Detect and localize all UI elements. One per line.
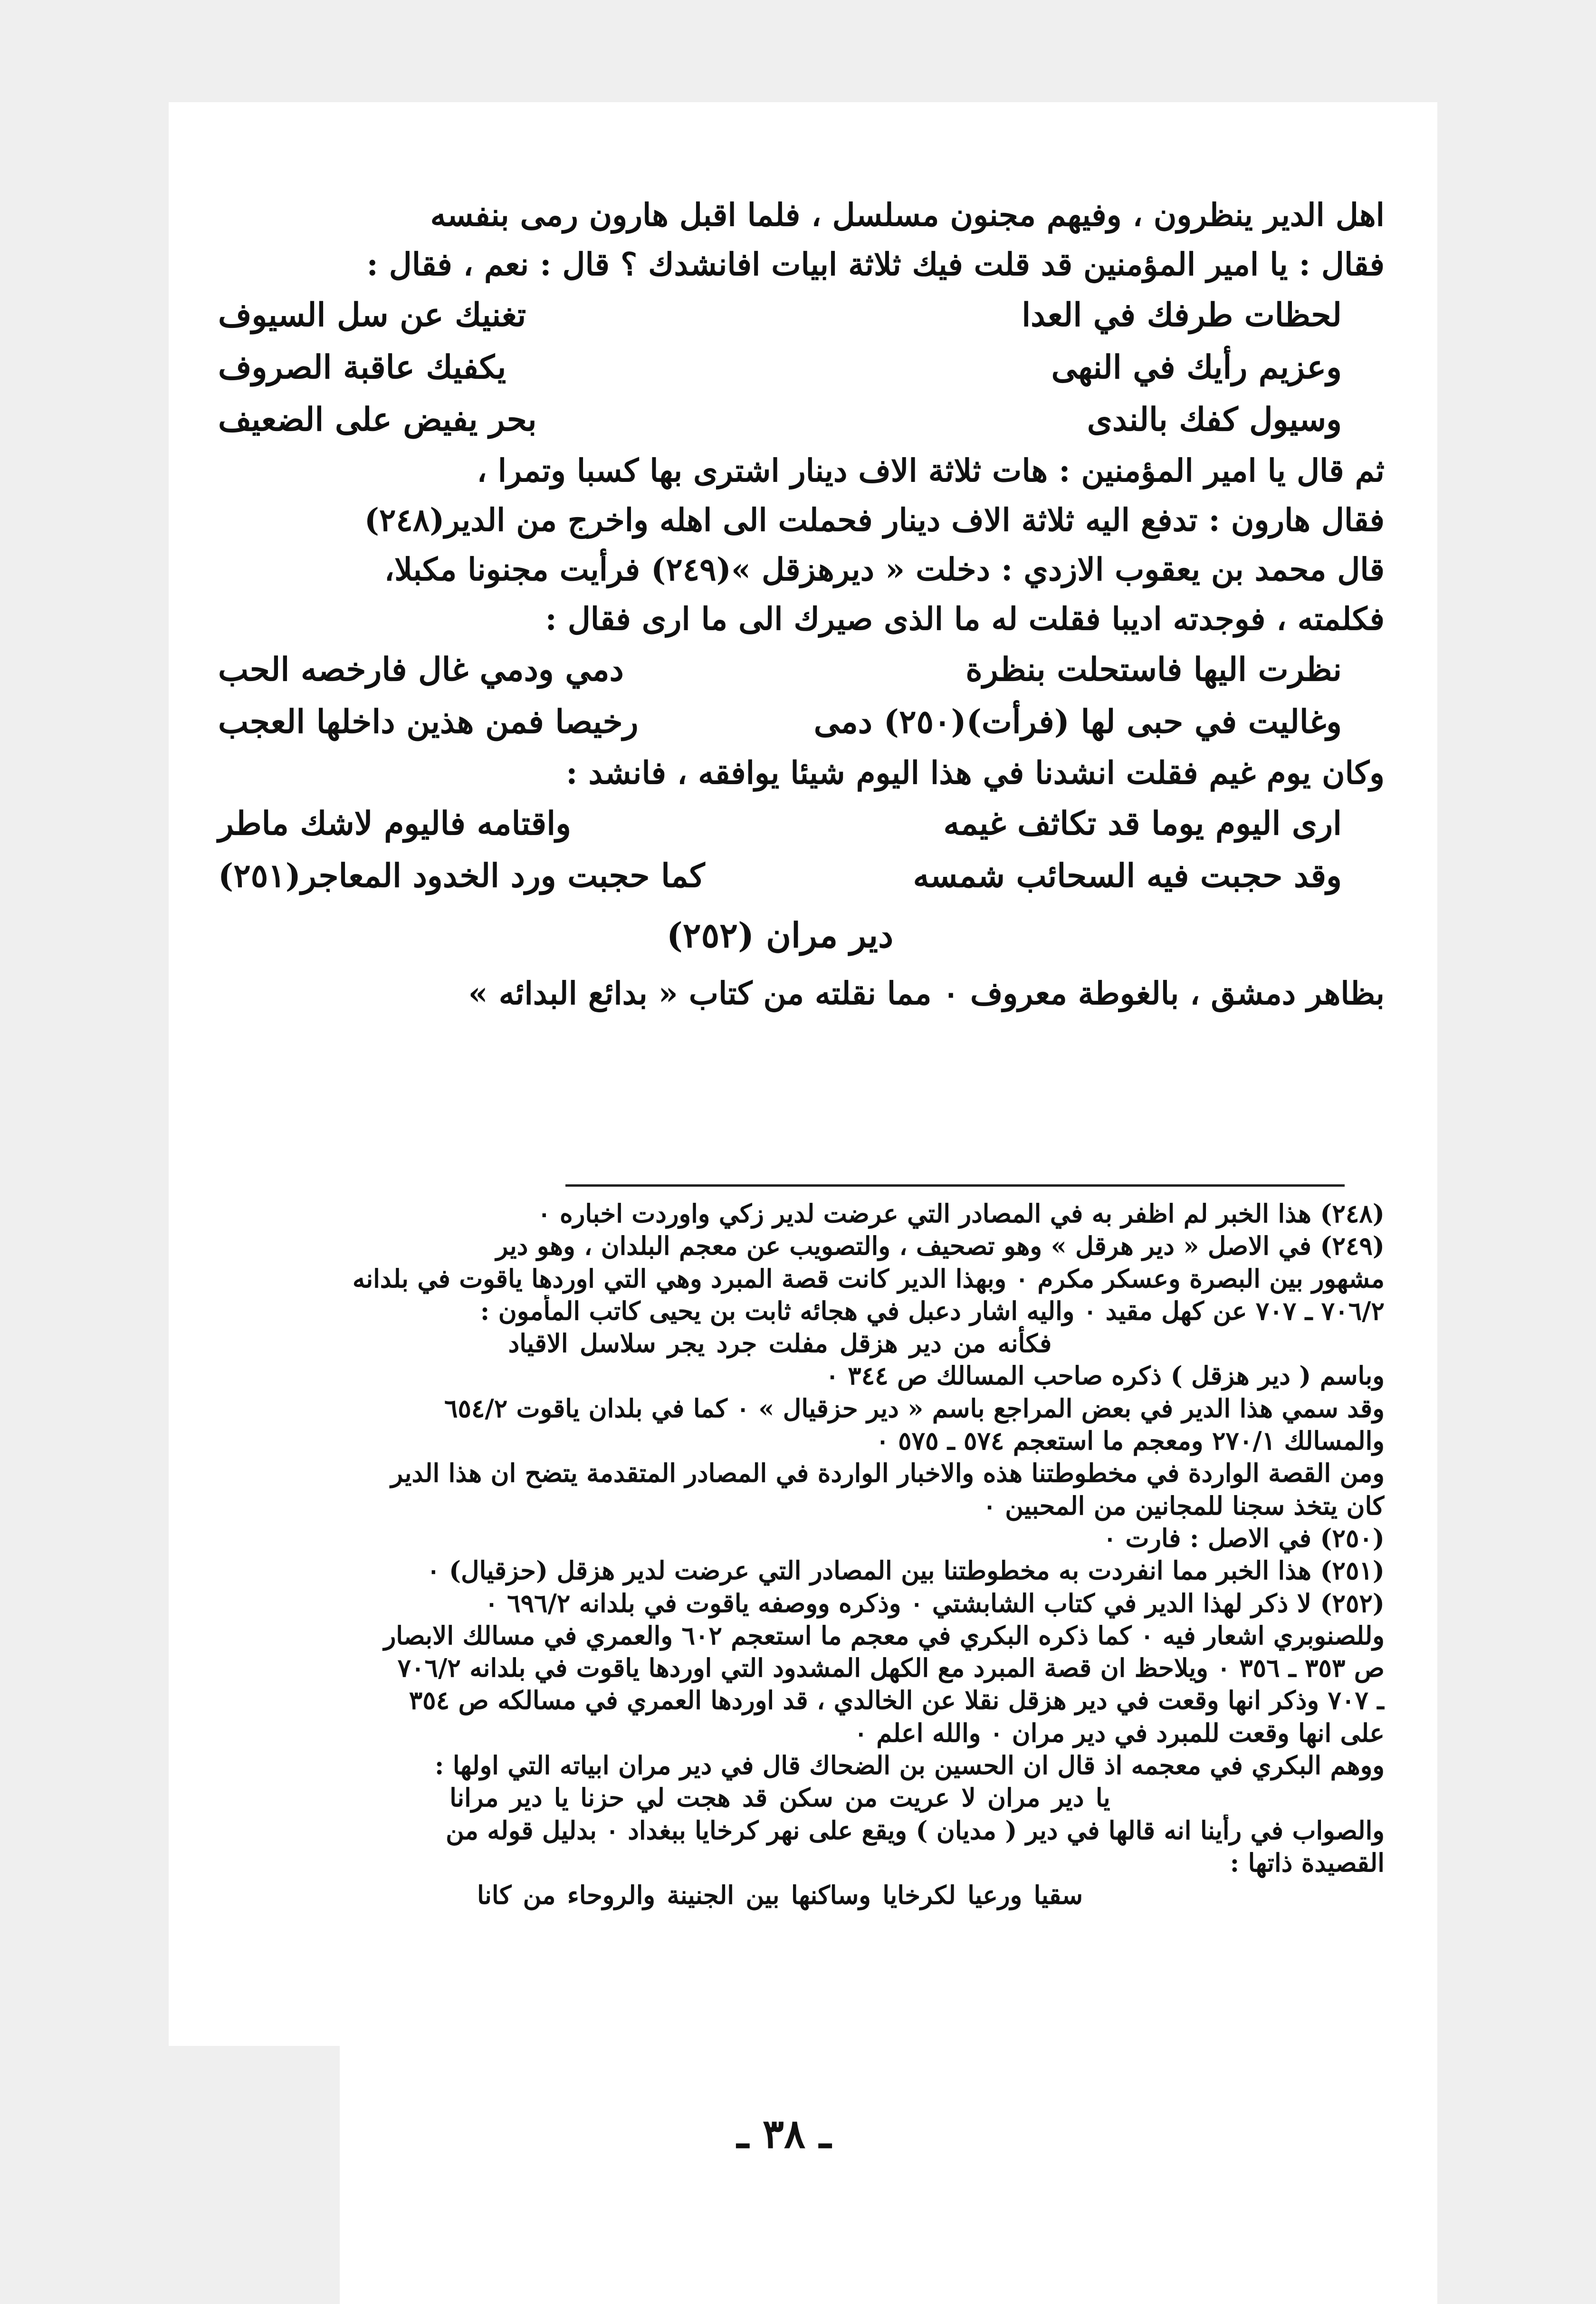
footnote-separator xyxy=(565,1184,1345,1187)
text-line: فقال : يا امير المؤمنين قد قلت فيك ثلاثة ابيات افانشدك ؟ قال : نعم ، فقال : xyxy=(366,246,1385,283)
poem-verse xyxy=(175,797,1385,850)
footnote-verse: سقيا ورعيا لكرخايا وساكنها بين الجنينة والروحاء من كانا xyxy=(477,1881,1083,1910)
footnote-line: وللصنوبري اشعار فيه ٠ كما ذكره البكري في معجم ما استعجم ٦٠٢ والعمري في مسالك الابصار xyxy=(383,1621,1385,1651)
section-heading: دير مران (٢٥٢) xyxy=(666,915,894,955)
text-line: قال محمد بن يعقوب الازدي : دخلت « ديرهزقل »(٢٤٩) فرأيت مجنونا مكبلا، xyxy=(384,551,1385,588)
text-line: وكان يوم غيم فقلت انشدنا في هذا اليوم شيئا يوافقه ، فانشد : xyxy=(566,754,1385,791)
poem-verse xyxy=(175,643,1385,696)
text-line: فقال هارون : تدفع اليه ثلاثة الاف دينار فحملت الى اهله واخرج من الدير(٢٤٨) xyxy=(364,501,1385,538)
poem-verse xyxy=(175,341,1385,394)
page-number: ـ ٣٨ ـ xyxy=(737,2110,831,2157)
footnote-line: على انها وقعت للمبرد في دير مران ٠ والله اعلم ٠ xyxy=(854,1718,1385,1748)
verse-second-half: دمي ودمي غال فارخصه الحب xyxy=(218,651,624,689)
verse-second-half: بحر يفيض على الضعيف xyxy=(218,401,537,439)
text-line: بظاهر دمشق ، بالغوطة معروف ٠ مما نقلته من كتاب « بدائع البدائه » xyxy=(468,975,1385,1012)
footnote-verse: يا دير مران لا عريت من سكن قد هجت لي حزنا يا دير مرانا xyxy=(449,1783,1110,1813)
footnote-line: ص ٣٥٣ ـ ٣٥٦ ٠ ويلاحظ ان قصة المبرد مع الكهل المشدود التي اوردها ياقوت في بلدانه ٧٠٦/٢ xyxy=(397,1653,1385,1683)
footnote-verse: فكأنه من دير هزقل مفلت جرد يجر سلاسل الاقياد xyxy=(508,1329,1052,1359)
text-line: ثم قال يا امير المؤمنين : هات ثلاثة الاف دينار اشترى بها كسبا وتمرا ، xyxy=(477,452,1385,489)
footnote-line: ووهم البكري في معجمه اذ قال ان الحسين بن الضحاك قال في دير مران ابياته التي اولها : xyxy=(434,1751,1385,1781)
footnote-line: مشهور بين البصرة وعسكر مكرم ٠ وبهذا الدير كانت قصة المبرد وهي التي اوردها ياقوت في بلدانه xyxy=(352,1264,1385,1294)
footnote-line: (٢٤٨) هذا الخبر لم اظفر به في المصادر التي عرضت لدير زكي واوردت اخباره ٠ xyxy=(537,1199,1385,1229)
footnote-line: والمسالك ٢٧٠/١ ومعجم ما استعجم ٥٧٤ ـ ٥٧٥ ٠ xyxy=(876,1426,1385,1456)
verse-second-half: رخيصا فمن هذين داخلها العجب xyxy=(218,703,639,741)
verse-first-half: وغاليت في حبى لها (فرأت)(٢٥٠) دمى xyxy=(813,703,1342,741)
footnote-line: ـ ٧٠٧ وذكر انها وقعت في دير هزقل نقلا عن الخالدي ، قد اوردها العمري في مسالكه ص ٣٥٤ xyxy=(409,1686,1385,1716)
poem-verse xyxy=(175,850,1385,902)
footnote-line: (٢٤٩) في الاصل « دير هرقل » وهو تصحيف ، والتصويب عن معجم البلدان ، وهو دير xyxy=(496,1231,1385,1261)
footnote-line: القصيدة ذاتها : xyxy=(1230,1848,1385,1878)
verse-first-half: ارى اليوم يوما قد تكاثف غيمه xyxy=(943,805,1342,843)
footnote-line: (٢٥٢) لا ذكر لهذا الدير في كتاب الشابشتي ٠ وذكره ووصفه ياقوت في بلدانه ٦٩٦/٢ ٠ xyxy=(485,1588,1385,1618)
verse-first-half: لحظات طرفك في العدا xyxy=(1022,296,1342,334)
verse-first-half: وعزيم رأيك في النهى xyxy=(1051,348,1342,386)
main-text xyxy=(175,190,1385,1018)
text-line: فكلمته ، فوجدته اديبا فقلت له ما الذى صيرك الى ما ارى فقال : xyxy=(545,600,1385,637)
poem-verse xyxy=(175,696,1385,748)
verse-second-half: واقتامه فاليوم لاشك ماطر xyxy=(218,805,571,843)
footnote-line: (٢٥١) هذا الخبر مما انفردت به مخطوطتنا بين المصادر التي عرضت لدير هزقل (حزقيال) ٠ xyxy=(427,1556,1385,1586)
verse-second-half: يكفيك عاقبة الصروف xyxy=(218,348,507,386)
verse-second-half: تغنيك عن سل السيوف xyxy=(218,296,526,334)
footnote-line: ٧٠٦/٢ ـ ٧٠٧ عن كهل مقيد ٠ واليه اشار دعبل في هجائه ثابت بن يحيى كاتب المأمون : xyxy=(480,1296,1385,1326)
footnote-line: وقد سمي هذا الدير في بعض المراجع باسم « دير حزقيال » ٠ كما في بلدان ياقوت ٦٥٤/٢ xyxy=(444,1393,1385,1423)
verse-first-half: وقد حجبت فيه السحائب شمسه xyxy=(913,857,1342,895)
footnote-line: والصواب في رأينا انه قالها في دير ( مديان ) ويقع على نهر كرخايا ببغداد ٠ بدليل قوله من xyxy=(446,1815,1385,1845)
footnote-line: (٢٥٠) في الاصل : فارت ٠ xyxy=(1103,1523,1385,1553)
verse-first-half: وسيول كفك بالندى xyxy=(1087,401,1342,439)
footnote-line: ومن القصة الواردة في مخطوطتنا هذه والاخبار الواردة في المصادر المتقدمة يتضح ان هذا الدير xyxy=(391,1459,1385,1488)
poem-verse xyxy=(175,394,1385,446)
scan-margin xyxy=(169,2046,340,2304)
footnote-line: كان يتخذ سجنا للمجانين من المحبين ٠ xyxy=(983,1491,1385,1521)
footnotes xyxy=(175,1198,1385,1912)
verse-second-half: كما حجبت ورد الخدود المعاجر(٢٥١) xyxy=(218,857,705,895)
poem-verse xyxy=(175,289,1385,341)
verse-first-half: نظرت اليها فاستحلت بنظرة xyxy=(965,651,1342,689)
footnote-line: وباسم ( دير هزقل ) ذكره صاحب المسالك ص ٣٤٤ ٠ xyxy=(825,1361,1385,1391)
text-line: اهل الدير ينظرون ، وفيهم مجنون مسلسل ، فلما اقبل هارون رمى بنفسه xyxy=(430,196,1385,233)
